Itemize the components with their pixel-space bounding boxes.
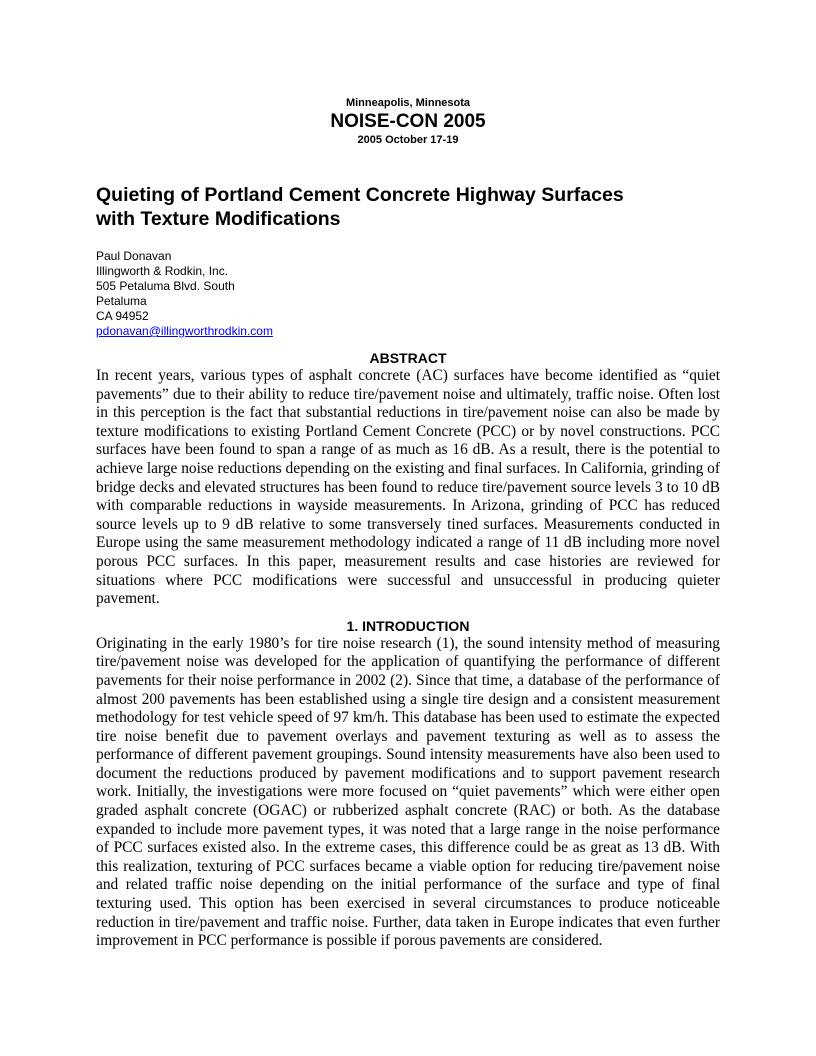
abstract-text: In recent years, various types of asphalt concrete (AC) surfaces have become identified as “quiet pavements” due to their ability to reduce tire/pavement noise and ultimately, traffic noise. Often lost in this perception is the fact that substantial reductions in tire/pavement noise can also be made by texture modifications to existing Portland Cement Concrete (PCC) or by novel constructions. PCC surfaces have been found to span a range of as much as 16 dB. As a result, there is the potential to achieve large noise reductions depending on the existing and final surfaces. In California, grinding of bridge decks and elevated structures has been found to reduce tire/pavement source levels 3 to 10 dB with comparable reductions in wayside measurements. In Arizona, grinding of PCC has reduced source levels up to 9 dB relative to some transversely tined surfaces. Measurements conducted in Europe using the same measurement methodology indicated a range of 11 dB including more novel porous PCC surfaces. In this paper, measurement results and case histories are reviewed for situations where PCC modifications were successful and unsuccessful in producing quieter pavement.: [96, 367, 720, 608]
author-organization: Illingworth & Rodkin, Inc.: [96, 264, 229, 278]
paper-title-line-2: with Texture Modifications: [96, 208, 341, 230]
introduction-heading: 1. INTRODUCTION: [346, 617, 470, 634]
conference-city: Minneapolis, Minnesota: [345, 97, 471, 109]
abstract-heading: ABSTRACT: [369, 350, 447, 366]
paper-title: [96, 183, 720, 231]
conference-dates: 2005 October 17-19: [357, 134, 459, 146]
conference-header: [96, 96, 720, 147]
author-name: Paul Donavan: [96, 249, 172, 263]
paper-title-line-1: Quieting of Portland Cement Concrete Highway Surfaces: [96, 184, 624, 206]
conference-name: NOISE-CON 2005: [330, 111, 486, 132]
author-email-link[interactable]: pdonavan@illingworthrodkin.com: [96, 324, 273, 338]
introduction-text: Originating in the early 1980’s for tire noise research (1), the sound intensity method of measuring tire/pavement noise was developed for the application of quantifying the performance of different pavements for their noise performance in 2002 (2). Since that time, a database of the performance of almost 200 pavements has been established using a single tire design and a consistent measurement methodology for test vehicle speed of 97 km/h. This database has been used to estimate the expected tire noise benefit due to pavement overlays and pavement texturing as well as to assess the performance of different pavement groupings. Sound intensity measurements have also been used to document the reductions produced by pavement modifications and to support pavement research work. Initially, the investigations were more focused on “quiet pavements” which were either open graded asphalt concrete (OGAC) or rubberized asphalt concrete (RAC) or both. As the database expanded to include more pavement types, it was noted that a large range in the noise performance of PCC surfaces existed also. In the extreme cases, this difference could be as great as 13 dB. With this realization, texturing of PCC surfaces became a viable option for reducing tire/pavement noise and related traffic noise depending on the initial performance of the surface and type of final texturing used. This option has been exercised in several circumstances to produce noticeable reduction in tire/pavement and traffic noise. Further, data taken in Europe indicates that even further improvement in PCC performance is possible if porous pavements are considered.: [96, 634, 720, 950]
paper-page: [96, 96, 720, 951]
author-city: Petaluma: [96, 294, 147, 308]
author-block: [96, 249, 720, 339]
author-state-zip: CA 94952: [96, 309, 149, 323]
author-street: 505 Petaluma Blvd. South: [96, 279, 235, 293]
